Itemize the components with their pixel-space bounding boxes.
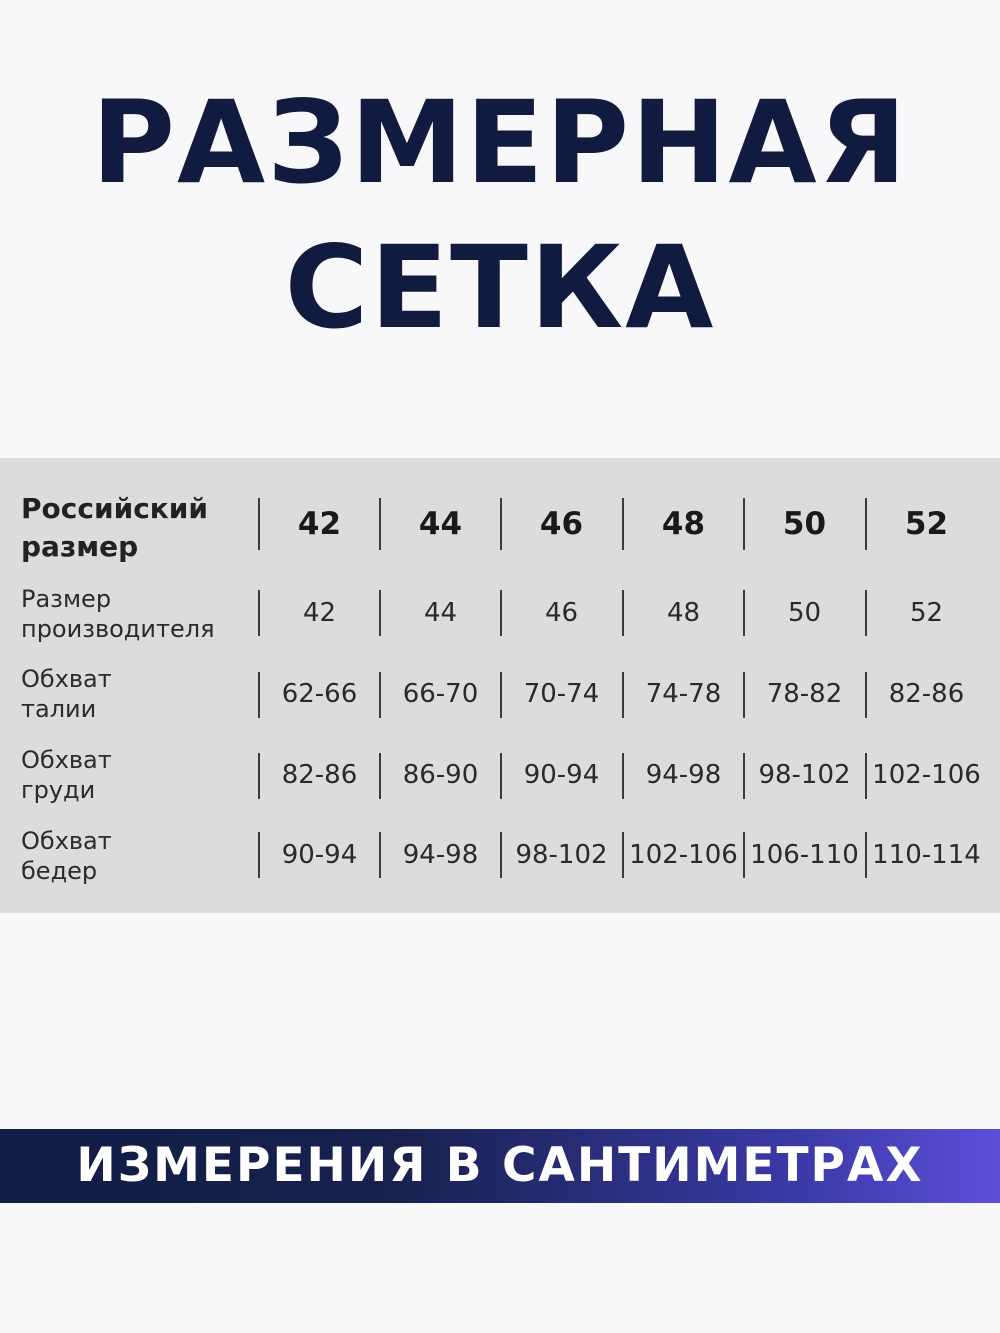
row-label-waist	[21, 664, 256, 724]
table-cell: 102-106	[872, 760, 981, 790]
table-cell: 86-90	[402, 760, 479, 790]
row-label-line: Размер	[21, 585, 112, 613]
table-cell: 50	[782, 506, 827, 542]
row-label-line: бедер	[21, 857, 98, 885]
table-cell: 106-110	[750, 840, 859, 870]
table-cell: 50	[787, 598, 822, 628]
table-cell: 90-94	[523, 760, 600, 790]
table-cell: 78-82	[766, 679, 843, 709]
table-cell: 52	[904, 506, 949, 542]
table-cell: 94-98	[645, 760, 722, 790]
row-label-line: размер	[21, 530, 139, 563]
table-cell: 46	[539, 506, 584, 542]
table-row-manufacturer-size	[0, 584, 1000, 648]
table-cell: 98-102	[515, 840, 608, 870]
row-label-line: Обхват	[21, 827, 112, 855]
row-label-hips	[21, 826, 256, 886]
table-cell: 46	[544, 598, 579, 628]
row-label-line: Российский	[21, 492, 209, 525]
table-cell: 44	[418, 506, 463, 542]
table-cell: 44	[423, 598, 458, 628]
table-row-hips	[0, 826, 1000, 890]
table-cell: 82-86	[888, 679, 965, 709]
row-label-chest	[21, 745, 256, 805]
size-table	[0, 458, 1000, 913]
table-cell: 94-98	[402, 840, 479, 870]
row-label-russian-size	[21, 490, 256, 566]
table-cell: 42	[302, 598, 337, 628]
table-cell: 110-114	[872, 840, 981, 870]
row-label-manufacturer-size	[21, 584, 256, 644]
table-cell: 98-102	[758, 760, 851, 790]
table-cell: 52	[909, 598, 944, 628]
table-row-russian-size	[0, 490, 1000, 570]
table-cell: 82-86	[281, 760, 358, 790]
page-title-line-2: СЕТКА	[284, 221, 716, 354]
table-cell: 48	[666, 598, 701, 628]
footer-caption: ИЗМЕРЕНИЯ В САНТИМЕТРАХ	[76, 1138, 924, 1193]
table-cell: 70-74	[523, 679, 600, 709]
page-title-line-1: РАЗМЕРНАЯ	[91, 76, 909, 209]
table-cell: 62-66	[281, 679, 358, 709]
table-cell: 74-78	[645, 679, 722, 709]
table-cell: 90-94	[281, 840, 358, 870]
row-label-line: Обхват	[21, 746, 112, 774]
row-label-line: талии	[21, 695, 97, 723]
table-cell: 102-106	[629, 840, 738, 870]
row-label-line: Обхват	[21, 665, 112, 693]
table-cell: 42	[297, 506, 342, 542]
row-label-line: груди	[21, 776, 96, 804]
table-row-waist	[0, 664, 1000, 728]
row-label-line: производителя	[21, 615, 215, 643]
table-cell: 66-70	[402, 679, 479, 709]
table-row-chest	[0, 745, 1000, 809]
table-cell: 48	[661, 506, 706, 542]
